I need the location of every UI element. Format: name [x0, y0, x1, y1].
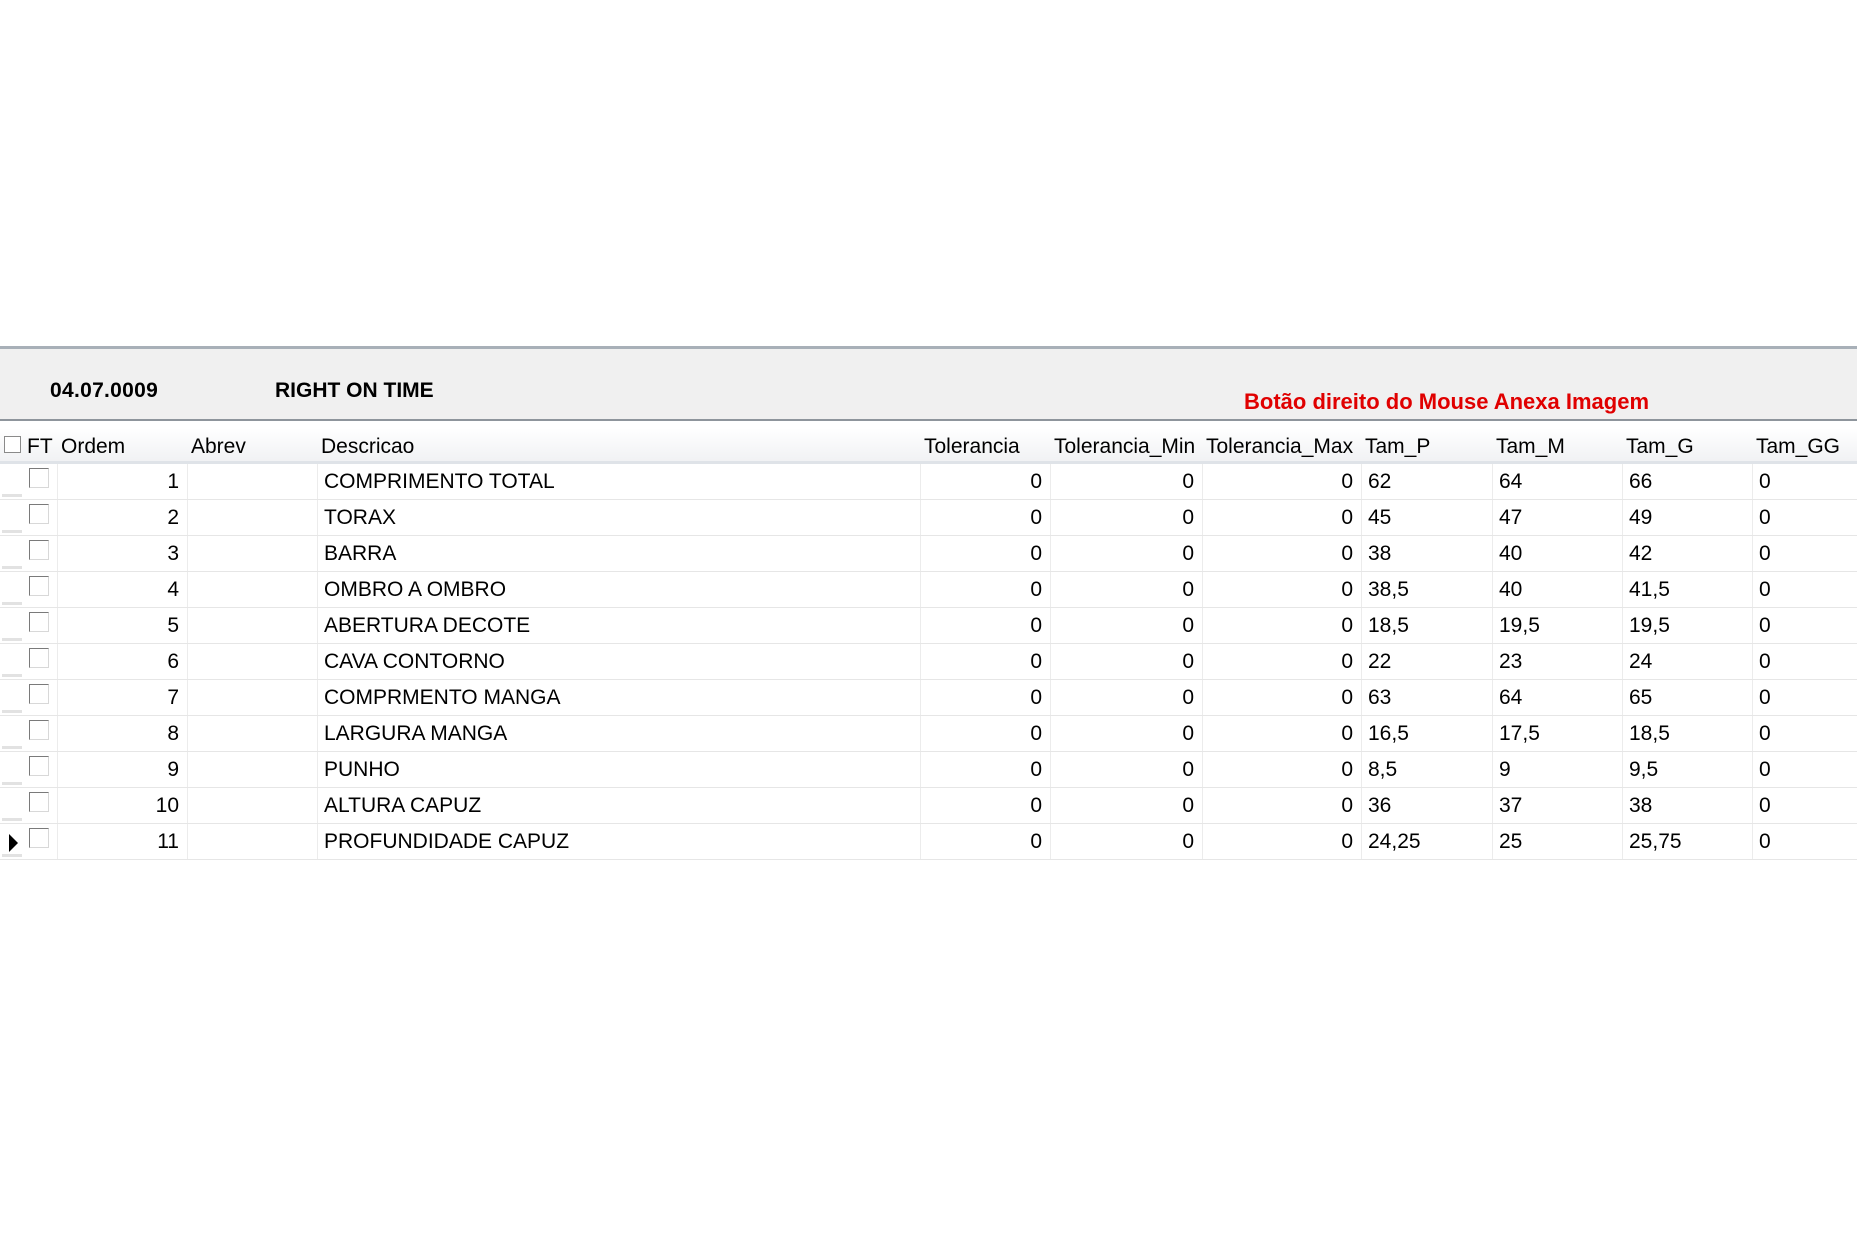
tam-m-cell[interactable]: 19,5	[1493, 608, 1623, 643]
ordem-cell[interactable]: 9	[58, 752, 188, 787]
table-row[interactable]	[0, 536, 1857, 572]
tolerancia-cell[interactable]: 0	[921, 716, 1051, 751]
ft-checkbox[interactable]	[29, 756, 49, 776]
tolerancia-cell[interactable]: 0	[921, 500, 1051, 535]
row-indicator-mark	[2, 854, 22, 857]
descricao-cell[interactable]: COMPRIMENTO TOTAL	[318, 464, 921, 499]
ft-checkbox[interactable]	[29, 792, 49, 812]
tolerancia-cell[interactable]: 0	[921, 824, 1051, 859]
ordem-cell[interactable]: 11	[58, 824, 188, 859]
column-header-tam-p[interactable]: Tam_P	[1365, 435, 1431, 458]
tam-m-cell[interactable]: 23	[1493, 644, 1623, 679]
descricao-cell[interactable]: LARGURA MANGA	[318, 716, 921, 751]
row-indicator-mark	[2, 494, 22, 497]
descricao-cell[interactable]: PROFUNDIDADE CAPUZ	[318, 824, 921, 859]
table-row[interactable]	[0, 752, 1857, 788]
tam-m-cell[interactable]: 64	[1493, 464, 1623, 499]
tolerancia-max-cell[interactable]: 0	[1203, 464, 1362, 499]
tam-p-cell[interactable]: 8,5	[1362, 752, 1493, 787]
tam-g-cell[interactable]: 25,75	[1623, 824, 1753, 859]
tam-gg-cell[interactable]: 0	[1759, 758, 1771, 781]
row-indicator[interactable]	[0, 500, 26, 535]
ft-checkbox[interactable]	[29, 684, 49, 704]
row-indicator[interactable]	[0, 644, 26, 679]
abrev-cell[interactable]	[188, 644, 318, 679]
column-header-descricao[interactable]: Descricao	[321, 435, 415, 458]
tolerancia-cell[interactable]: 0	[921, 608, 1051, 643]
attach-image-hint: Botão direito do Mouse Anexa Imagem	[1244, 389, 1650, 414]
ft-checkbox[interactable]	[29, 540, 49, 560]
tam-m-cell[interactable]: 64	[1493, 680, 1623, 715]
tolerancia-cell[interactable]: 0	[921, 752, 1051, 787]
row-indicator[interactable]	[0, 608, 26, 643]
table-row[interactable]	[0, 500, 1857, 536]
ft-checkbox[interactable]	[29, 720, 49, 740]
descricao-cell[interactable]: OMBRO A OMBRO	[318, 572, 921, 607]
tam-p-cell[interactable]: 18,5	[1362, 608, 1493, 643]
ft-checkbox[interactable]	[29, 576, 49, 596]
row-indicator[interactable]	[0, 716, 26, 751]
ft-cell	[26, 536, 58, 571]
tolerancia-min-cell[interactable]: 0	[1051, 644, 1203, 679]
ft-cell	[26, 752, 58, 787]
tolerancia-max-cell[interactable]: 0	[1203, 788, 1362, 823]
abrev-cell[interactable]	[188, 680, 318, 715]
table-row[interactable]	[0, 608, 1857, 644]
tolerancia-max-cell[interactable]: 0	[1203, 500, 1362, 535]
abrev-cell[interactable]	[188, 788, 318, 823]
row-indicator[interactable]	[0, 536, 26, 571]
abrev-cell[interactable]	[188, 716, 318, 751]
ordem-cell[interactable]: 6	[58, 644, 188, 679]
ft-cell	[26, 788, 58, 823]
ordem-cell[interactable]: 3	[58, 536, 188, 571]
tam-g-cell[interactable]: 49	[1623, 500, 1753, 535]
descricao-cell[interactable]: ALTURA CAPUZ	[318, 788, 921, 823]
tam-p-cell[interactable]: 22	[1362, 644, 1493, 679]
descricao-cell[interactable]: CAVA CONTORNO	[318, 644, 921, 679]
tolerancia-max-cell[interactable]: 0	[1203, 716, 1362, 751]
tam-p-cell[interactable]: 38	[1362, 536, 1493, 571]
descricao-cell[interactable]: TORAX	[318, 500, 921, 535]
tolerancia-min-cell[interactable]: 0	[1051, 608, 1203, 643]
table-row[interactable]	[0, 824, 1857, 860]
tolerancia-max-cell[interactable]: 0	[1203, 536, 1362, 571]
ordem-cell[interactable]: 10	[58, 788, 188, 823]
column-header-tam-gg[interactable]: Tam_GG	[1756, 435, 1841, 458]
ft-cell	[26, 500, 58, 535]
tam-g-cell[interactable]: 41,5	[1623, 572, 1753, 607]
table-row[interactable]	[0, 572, 1857, 608]
ordem-cell[interactable]: 1	[58, 464, 188, 499]
tolerancia-min-cell[interactable]: 0	[1051, 752, 1203, 787]
descricao-cell[interactable]: PUNHO	[318, 752, 921, 787]
tam-m-cell[interactable]: 40	[1493, 572, 1623, 607]
tam-gg-cell[interactable]: 0	[1759, 578, 1771, 601]
ordem-cell[interactable]: 4	[58, 572, 188, 607]
tam-m-cell[interactable]: 9	[1493, 752, 1623, 787]
tolerancia-max-cell[interactable]: 0	[1203, 644, 1362, 679]
abrev-cell[interactable]	[188, 464, 318, 499]
ft-cell	[26, 572, 58, 607]
ft-cell	[26, 824, 58, 859]
row-indicator-mark	[2, 566, 22, 569]
ordem-cell[interactable]: 8	[58, 716, 188, 751]
ordem-cell[interactable]: 7	[58, 680, 188, 715]
ordem-cell[interactable]: 5	[58, 608, 188, 643]
tam-g-cell[interactable]: 65	[1623, 680, 1753, 715]
product-code: 04.07.0009	[50, 379, 159, 402]
tolerancia-cell[interactable]: 0	[921, 644, 1051, 679]
row-indicator[interactable]	[0, 824, 26, 859]
tam-m-cell[interactable]: 37	[1493, 788, 1623, 823]
tolerancia-max-cell[interactable]: 0	[1203, 608, 1362, 643]
tolerancia-min-cell[interactable]: 0	[1051, 536, 1203, 571]
tam-p-cell[interactable]: 63	[1362, 680, 1493, 715]
select-all-cell	[0, 428, 26, 461]
row-indicator-mark	[2, 530, 22, 533]
tam-gg-cell[interactable]: 0	[1759, 830, 1771, 853]
tolerancia-cell[interactable]: 0	[921, 788, 1051, 823]
tolerancia-max-cell[interactable]: 0	[1203, 572, 1362, 607]
tolerancia-max-cell[interactable]: 0	[1203, 824, 1362, 859]
record-header-panel	[0, 346, 1857, 421]
row-pointer-arrow-icon	[9, 834, 18, 852]
column-header-tam-m[interactable]: Tam_M	[1496, 435, 1565, 458]
column-header-tolerancia-max[interactable]: Tolerancia_Max	[1206, 435, 1354, 458]
tam-g-cell[interactable]: 19,5	[1623, 608, 1753, 643]
tam-g-cell[interactable]: 9,5	[1623, 752, 1753, 787]
tam-g-cell[interactable]: 24	[1623, 644, 1753, 679]
column-header-ft[interactable]: FT	[27, 435, 53, 458]
tolerancia-min-cell[interactable]: 0	[1051, 680, 1203, 715]
ft-cell	[26, 680, 58, 715]
tolerancia-min-cell[interactable]: 0	[1051, 824, 1203, 859]
table-row[interactable]	[0, 644, 1857, 680]
row-indicator-mark	[2, 638, 22, 641]
row-indicator-mark	[2, 602, 22, 605]
tam-p-cell[interactable]: 45	[1362, 500, 1493, 535]
select-all-checkbox[interactable]	[4, 436, 21, 453]
row-indicator-mark	[2, 782, 22, 785]
tam-p-cell[interactable]: 62	[1362, 464, 1493, 499]
row-indicator[interactable]	[0, 680, 26, 715]
tam-p-cell[interactable]: 38,5	[1362, 572, 1493, 607]
tam-p-cell[interactable]: 36	[1362, 788, 1493, 823]
row-indicator-mark	[2, 818, 22, 821]
row-indicator-mark	[2, 710, 22, 713]
row-indicator-mark	[2, 746, 22, 749]
tam-m-cell[interactable]: 25	[1493, 824, 1623, 859]
tolerancia-min-cell[interactable]: 0	[1051, 572, 1203, 607]
tolerancia-min-cell[interactable]: 0	[1051, 500, 1203, 535]
tam-gg-cell[interactable]: 0	[1759, 794, 1771, 817]
tolerancia-min-cell[interactable]: 0	[1051, 464, 1203, 499]
tolerancia-cell[interactable]: 0	[921, 536, 1051, 571]
tolerancia-min-cell[interactable]: 0	[1051, 716, 1203, 751]
tam-gg-cell[interactable]: 0	[1759, 650, 1771, 673]
measurements-grid	[0, 428, 1857, 860]
abrev-cell[interactable]	[188, 824, 318, 859]
descricao-cell[interactable]: COMPRMENTO MANGA	[318, 680, 921, 715]
row-indicator[interactable]	[0, 752, 26, 787]
tam-p-cell[interactable]: 16,5	[1362, 716, 1493, 751]
ft-checkbox[interactable]	[29, 504, 49, 524]
row-indicator[interactable]	[0, 572, 26, 607]
abrev-cell[interactable]	[188, 752, 318, 787]
product-name: RIGHT ON TIME	[275, 379, 434, 402]
ft-cell	[26, 608, 58, 643]
tam-g-cell[interactable]: 18,5	[1623, 716, 1753, 751]
abrev-cell[interactable]	[188, 536, 318, 571]
tam-p-cell[interactable]: 24,25	[1362, 824, 1493, 859]
tolerancia-cell[interactable]: 0	[921, 680, 1051, 715]
table-row[interactable]	[0, 788, 1857, 824]
tam-g-cell[interactable]: 66	[1623, 464, 1753, 499]
abrev-cell[interactable]	[188, 572, 318, 607]
ft-checkbox[interactable]	[29, 612, 49, 632]
descricao-cell[interactable]: BARRA	[318, 536, 921, 571]
column-header-tolerancia[interactable]: Tolerancia	[924, 435, 1020, 458]
column-header-tam-g[interactable]: Tam_G	[1626, 435, 1694, 458]
tam-g-cell[interactable]: 38	[1623, 788, 1753, 823]
table-row[interactable]	[0, 716, 1857, 752]
row-indicator[interactable]	[0, 464, 26, 499]
abrev-cell[interactable]	[188, 608, 318, 643]
tam-gg-cell[interactable]: 0	[1759, 506, 1771, 529]
ft-cell	[26, 644, 58, 679]
column-header-abrev[interactable]: Abrev	[191, 435, 246, 458]
tolerancia-min-cell[interactable]: 0	[1051, 788, 1203, 823]
grid-body	[0, 464, 1857, 860]
row-indicator[interactable]	[0, 788, 26, 823]
tam-gg-cell[interactable]: 0	[1759, 686, 1771, 709]
tolerancia-cell[interactable]: 0	[921, 572, 1051, 607]
tam-gg-cell[interactable]: 0	[1759, 614, 1771, 637]
tam-gg-cell[interactable]: 0	[1759, 470, 1771, 493]
ft-checkbox[interactable]	[29, 468, 49, 488]
descricao-cell[interactable]: ABERTURA DECOTE	[318, 608, 921, 643]
tam-m-cell[interactable]: 47	[1493, 500, 1623, 535]
tam-m-cell[interactable]: 40	[1493, 536, 1623, 571]
grid-header-row	[0, 428, 1857, 464]
tam-m-cell[interactable]: 17,5	[1493, 716, 1623, 751]
abrev-cell[interactable]	[188, 500, 318, 535]
column-header-ordem[interactable]: Ordem	[61, 435, 126, 458]
tolerancia-max-cell[interactable]: 0	[1203, 752, 1362, 787]
tam-gg-cell[interactable]: 0	[1759, 542, 1771, 565]
tam-gg-cell[interactable]: 0	[1759, 722, 1771, 745]
ft-checkbox[interactable]	[29, 828, 49, 848]
table-row[interactable]	[0, 464, 1857, 500]
ft-checkbox[interactable]	[29, 648, 49, 668]
tolerancia-max-cell[interactable]: 0	[1203, 680, 1362, 715]
column-header-tolerancia-min[interactable]: Tolerancia_Min	[1054, 435, 1196, 458]
ft-cell	[26, 716, 58, 751]
tolerancia-cell[interactable]: 0	[921, 464, 1051, 499]
row-indicator-mark	[2, 674, 22, 677]
table-row[interactable]	[0, 680, 1857, 716]
ft-cell	[26, 464, 58, 499]
tam-g-cell[interactable]: 42	[1623, 536, 1753, 571]
ordem-cell[interactable]: 2	[58, 500, 188, 535]
